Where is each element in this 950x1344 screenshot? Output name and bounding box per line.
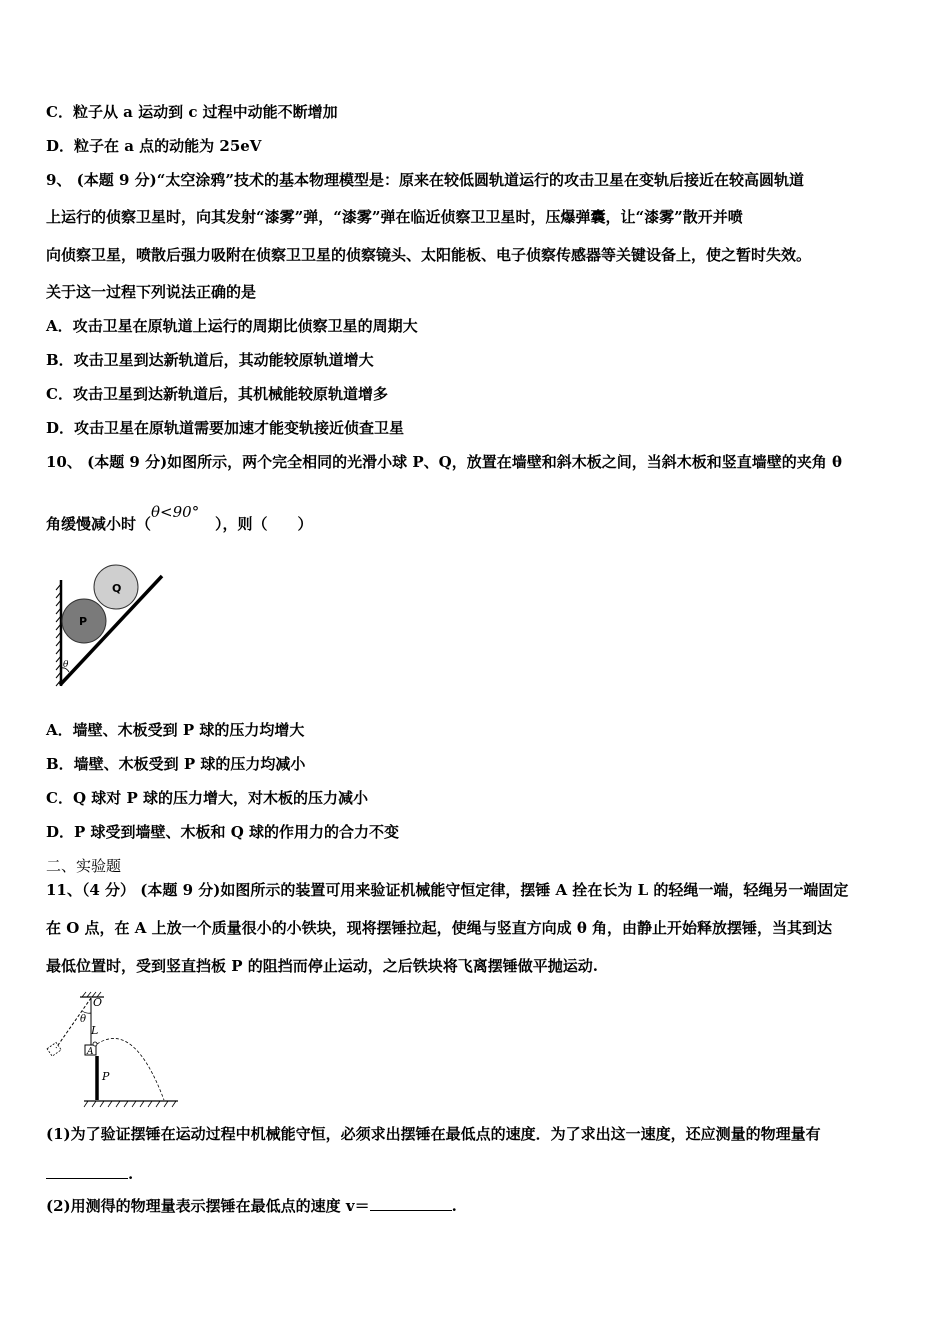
q10-stem-line1: 10、 (本题 9 分)如图所示，两个完全相同的光滑小球 P、Q，放置在墙壁和斜木板之间，当斜木板和竖直墙壁的夹角 θ (46, 453, 842, 471)
q9-stem-line3: 向侦察卫星，喷散后强力吸附在侦察卫卫星的侦察镜头、太阳能板、电子侦察传感器等关键设备上，使之暂时失效。 (46, 246, 812, 264)
q8-option-d: D．粒子在 a 点的动能为 25eV (46, 137, 262, 155)
q8-option-c: C．粒子从 a 运动到 c 过程中动能不断增加 (46, 103, 338, 121)
ball-q-label: Q (112, 582, 122, 595)
q11-sub1: (1)为了验证摆锤在运动过程中机械能守恒，必须求出摆锤在最低点的速度．为了求出这一速度，还应测量的物理量有 (46, 1125, 821, 1143)
q10-stem-line2-post: ），则（ ） (215, 515, 313, 533)
q10-condition-formula: θ<90° (151, 503, 200, 521)
q9-option-a: A．攻击卫星在原轨道上运行的周期比侦察卫星的周期大 (46, 317, 418, 335)
q11-stem-line1: 11、（4 分） (本题 9 分)如图所示的装置可用来验证机械能守恒定律，摆锤 A 拴在长为 L 的轻绳一端，轻绳另一端固定 (46, 881, 849, 899)
q10-figure (52, 560, 170, 694)
length-label-l: L (91, 1024, 99, 1037)
q10-option-d: D．P 球受到墙壁、木板和 Q 球的作用力的合力不变 (46, 823, 400, 841)
angle-label: θ (63, 660, 69, 670)
bob-raised (47, 1042, 61, 1056)
q10-stem-line2 (46, 503, 313, 534)
q9-stem-line2: 上运行的侦察卫星时，向其发射“漆雾”弹，“漆雾”弹在临近侦察卫卫星时，压爆弹囊，让“漆雾”散开并喷 (46, 208, 743, 226)
theta-label: θ (80, 1014, 87, 1025)
q11-sub1-end: . (128, 1165, 134, 1183)
q10-option-c: C．Q 球对 P 球的压力增大，对木板的压力减小 (46, 789, 368, 807)
q9-stem-line1: 9、 (本题 9 分)“太空涂鸦”技术的基本物理模型是：原来在较低圆轨道运行的攻击卫星在变轨后接近在较高圆轨道 (46, 171, 804, 189)
pivot-label-o: O (93, 996, 103, 1009)
theta-arc (82, 1011, 91, 1013)
q9-stem-line4: 关于这一过程下列说法正确的是 (46, 283, 257, 301)
baffle-label-p: P (102, 1070, 110, 1083)
ground-hatching (84, 1101, 176, 1107)
bob-label-a: A (87, 1047, 94, 1057)
q9-option-d: D．攻击卫星在原轨道需要加速才能变轨接近侦查卫星 (46, 419, 405, 437)
q11-stem-line2: 在 O 点，在 A 上放一个质量很小的小铁块，现将摆锤拉起，使绳与竖直方向成 θ 角，由静止开始释放摆锤，当其到达 (46, 919, 833, 937)
q11-sub1-answer (46, 1164, 133, 1184)
section-heading: 二、实验题 (46, 857, 122, 875)
iron-piece (93, 1042, 97, 1046)
ball-p-label: P (79, 615, 88, 628)
q9-option-c: C．攻击卫星到达新轨道后，其机械能较原轨道增多 (46, 385, 388, 403)
q11-figure (42, 990, 182, 1110)
q11-sub2 (46, 1196, 457, 1216)
q10-option-b: B．墙壁、木板受到 P 球的压力均减小 (46, 755, 306, 773)
q10-option-a: A．墙壁、木板受到 P 球的压力均增大 (46, 721, 305, 739)
q10-stem-line2-pre: 角缓慢减小时（ (46, 515, 152, 533)
q9-option-b: B．攻击卫星到达新轨道后，其动能较原轨道增大 (46, 351, 374, 369)
q11-sub2-text: (2)用测得的物理量表示摆锤在最低点的速度 v＝ (46, 1197, 370, 1215)
q11-sub2-end: . (451, 1197, 457, 1215)
q11-stem-line3: 最低位置时，受到竖直挡板 P 的阻挡而停止运动，之后铁块将飞离摆锤做平抛运动. (46, 957, 598, 975)
answer-blank-1[interactable] (46, 1164, 128, 1179)
answer-blank-2[interactable] (370, 1196, 452, 1211)
